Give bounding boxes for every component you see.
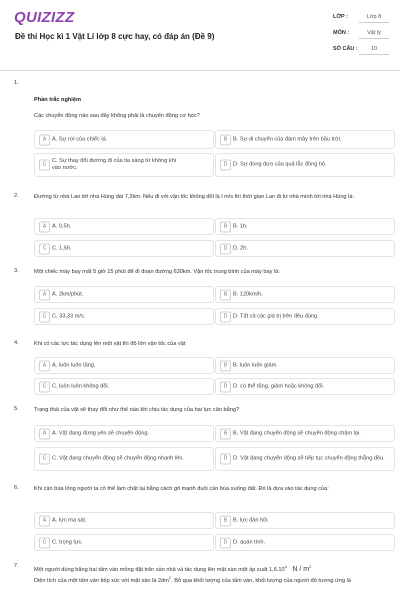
option-a[interactable] [34, 425, 214, 442]
question-text-part: . Bỏ qua khối lượng của tấm ván, khối lượng của người đó tương ứng là [171, 578, 351, 585]
unit-text: N / m [292, 565, 310, 573]
option-text: B. lực đàn hồi. [233, 517, 270, 523]
option-letter: C [39, 311, 50, 322]
option-letter: C [39, 537, 50, 548]
option-a[interactable] [34, 357, 214, 374]
option-d[interactable] [215, 447, 395, 471]
question-text: Trạng thái của vật sẽ thay đổi như thế nào khi chịu tác dụng của hai lực cân bằng? [34, 407, 240, 413]
option-letter: B [220, 428, 231, 439]
exponent: 2 [168, 575, 172, 581]
option-c[interactable] [34, 308, 214, 325]
option-c[interactable] [34, 240, 214, 257]
option-b[interactable] [215, 425, 395, 442]
option-text: B. luôn luôn giảm. [233, 362, 278, 368]
option-letter: B [220, 515, 231, 526]
question-number: 3. [14, 268, 19, 274]
option-text: B. Vật đang chuyển động sẽ chuyển động chậm lại. [233, 430, 361, 436]
option-letter: A [39, 515, 50, 526]
meta-subject-value: Vật lý [359, 30, 389, 39]
option-letter: D [220, 454, 231, 465]
option-text: C. 33,33 m/s. [52, 313, 86, 319]
option-a[interactable] [34, 218, 214, 235]
question-number: 2. [14, 193, 19, 199]
meta-count-value: 10 [359, 46, 389, 55]
option-text: D. Vật đang chuyển động sẽ tiếp tục chuyển động thẳng đều. [233, 455, 385, 462]
meta-grade-value: Lớp 8 [359, 14, 389, 23]
exponent: 2 [309, 564, 312, 569]
option-text: C. luôn luôn không đổi. [52, 383, 110, 389]
option-letter: B [220, 289, 231, 300]
meta-subject-label: MÔN : [333, 30, 350, 36]
question-text: Một chiếc máy bay mất 5 giờ 15 phút để đi đoạn đường 630km. Vận tốc trung bình của máy bay là: [34, 269, 280, 275]
option-d[interactable] [215, 378, 395, 395]
option-text: A. Vật đang đứng yên sẽ chuyển động. [52, 430, 150, 436]
question-number: 4. [14, 340, 19, 346]
question-text-part: Diện tích của một tấm ván tiếp xúc với mặt sàn là 2dm [34, 578, 169, 585]
worksheet-header [0, 0, 400, 66]
question-number: 1. [14, 80, 19, 86]
question-text: Khi có các lực tác dụng lên một vật thì độ lớn vận tốc của vật [34, 341, 186, 347]
option-letter: D [220, 311, 231, 322]
option-text: D. Tất cả các giá trị trên đều đúng. [233, 313, 319, 319]
option-b[interactable] [215, 357, 395, 374]
option-text: A. 0,5h. [52, 223, 72, 229]
option-c[interactable] [34, 378, 214, 395]
option-letter: D [220, 160, 231, 171]
option-text: A. lực ma sát. [52, 517, 87, 523]
option-letter: C [39, 160, 50, 171]
option-text: D. có thể tăng, giảm hoặc không đổi. [233, 383, 325, 389]
option-letter: D [220, 381, 231, 392]
question-text-part: Một người dùng băng hai tấm ván mỏng đặt trên sàn nhà và tác dụng lên mặt sàn một áp suất 1,6.10 [34, 566, 285, 573]
option-letter: C [39, 381, 50, 392]
option-d[interactable] [215, 534, 395, 551]
option-letter: A [39, 289, 50, 300]
question-text: Đường từ nhà Lan tới nhà Hùng dài 7,2km. Nếu đi với vận tốc không đổi là l m/s thì thời gian Lan đi từ nhà mình tới nhà Hùng là: [34, 194, 355, 200]
option-letter: C [39, 243, 50, 254]
option-letter: B [220, 360, 231, 371]
option-a[interactable] [34, 286, 214, 303]
option-d[interactable] [215, 153, 395, 177]
question-text: Khi cán búa lỏng người ta có thể làm chặt lại bằng cách gõ mạnh đuôi cán búa xuống đất. Đó là dựa vào tác dụng của: [34, 486, 329, 492]
option-d[interactable] [215, 240, 395, 257]
option-text: B. 1h. [233, 223, 248, 229]
option-b[interactable] [215, 218, 395, 235]
meta-count-label: SỐ CÂU : [333, 46, 358, 52]
option-letter: A [39, 428, 50, 439]
option-letter: A [39, 134, 50, 145]
option-text: A. 2km/phút. [52, 291, 84, 297]
option-c[interactable] [34, 534, 214, 551]
option-text: D. 2h. [233, 245, 248, 251]
option-d[interactable] [215, 308, 395, 325]
option-letter: B [220, 221, 231, 232]
option-text: B. 120km/h. [233, 291, 263, 297]
option-letter: B [220, 134, 231, 145]
option-text: C. Vật đang chuyển động sẽ chuyển động nhanh lên. [52, 455, 184, 462]
option-b[interactable] [215, 286, 395, 303]
question-number: 6. [14, 485, 19, 491]
option-c[interactable] [34, 447, 214, 471]
option-text: A. luôn luôn tăng. [52, 362, 96, 368]
meta-grade-label: LỚP : [333, 14, 348, 20]
exponent: 4 [284, 564, 287, 569]
question-number: 5. [14, 406, 19, 412]
option-b[interactable] [215, 130, 395, 149]
quizizz-logo: QUIZIZZ [14, 9, 75, 26]
option-text: A. Sự rơi của chiếc lá. [52, 136, 108, 142]
option-text: D. Sự đong đưa của quả lắc đồng hồ. [233, 161, 327, 168]
question-text: Các chuyển động nào sau đây không phải là chuyển động cơ học? [34, 113, 200, 119]
option-letter: D [220, 243, 231, 254]
option-letter: D [220, 537, 231, 548]
header-divider [0, 70, 400, 71]
option-text: C. trọng lực. [52, 539, 83, 545]
option-b[interactable] [215, 512, 395, 529]
question-text [34, 563, 389, 586]
question-number: 7. [14, 563, 19, 569]
section-heading: Phần trắc nghiệm [34, 97, 81, 103]
option-c[interactable] [34, 153, 214, 177]
option-text: C. 1,5h. [52, 245, 72, 251]
option-letter: C [39, 454, 50, 465]
option-a[interactable] [34, 512, 214, 529]
option-text: B. Sự di chuyển của đám mây trên bầu trời. [233, 136, 342, 142]
option-a[interactable] [34, 130, 214, 149]
option-text: C. Sự thay đổi đường đi của tia sáng từ không khí vào nước. [52, 158, 177, 171]
option-text: D. quán tính. [233, 539, 266, 545]
option-letter: A [39, 221, 50, 232]
option-letter: A [39, 360, 50, 371]
worksheet-title: Đề thi Học kì 1 Vật Lí lớp 8 cực hay, có đáp án (Đề 9) [15, 32, 215, 41]
